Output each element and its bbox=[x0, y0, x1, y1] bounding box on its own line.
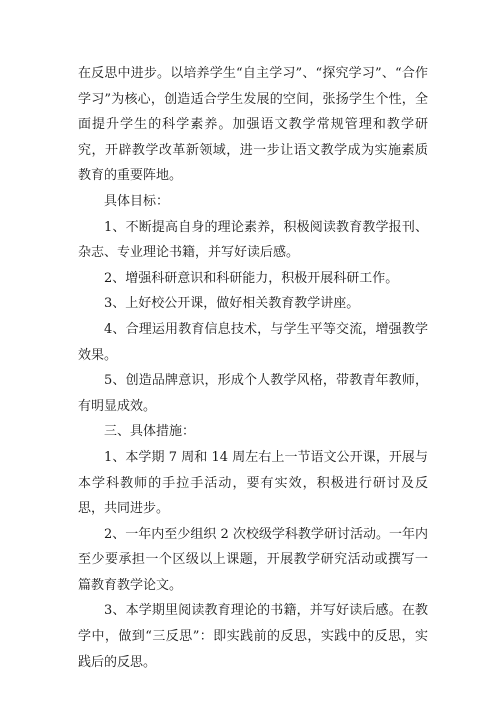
paragraph-intro-continued: 在反思中进步。以培养学生“自主学习”、“探究学习”、“合作学习”为核心，创造适合学生发展的空间，张扬学生个性，全面提升学生的科学素养。加强语文教学常规管理和教学研究，开辟教学改革新领域，进一步让语文教学成为实施素质教育的重要阵地。 bbox=[78, 66, 428, 184]
measure-item-1: 1、本学期 7 周和 14 周左右上一节语文公开课，开展与本学科教师的手拉手活动，要有实效，积极进行研讨及反思，共同进步。 bbox=[78, 449, 428, 517]
heading-specific-goals: 具体目标： bbox=[104, 193, 170, 209]
goal-item-5: 5、创造品牌意识，形成个人教学风格，带教青年教师，有明显成效。 bbox=[78, 373, 428, 414]
document-body bbox=[78, 61, 428, 675]
heading-specific-measures: 三、具体措施： bbox=[104, 424, 196, 440]
goal-item-2: 2、增强科研意识和科研能力，积极开展科研工作。 bbox=[104, 270, 399, 286]
goal-item-3: 3、上好校公开课，做好相关教育教学讲座。 bbox=[104, 296, 360, 312]
measure-item-3: 3、本学期里阅读教育理论的书籍，并写好读后感。在教学中，做到“三反思”：即实践前的反思，实践中的反思，实践后的反思。 bbox=[78, 603, 428, 670]
goal-item-4: 4、合理运用教育信息技术，与学生平等交流，增强教学效果。 bbox=[78, 321, 428, 363]
measure-item-2: 2、一年内至少组织 2 次校级学科教学研讨活动。一年内至少要承担一个区级以上课题，开展教学研究活动或撰写一篇教育教学论文。 bbox=[78, 526, 428, 593]
goal-item-1: 1、不断提高自身的理论素养，积极阅读教育教学报刊、杂志、专业理论书籍，并写好读后感。 bbox=[78, 219, 428, 261]
